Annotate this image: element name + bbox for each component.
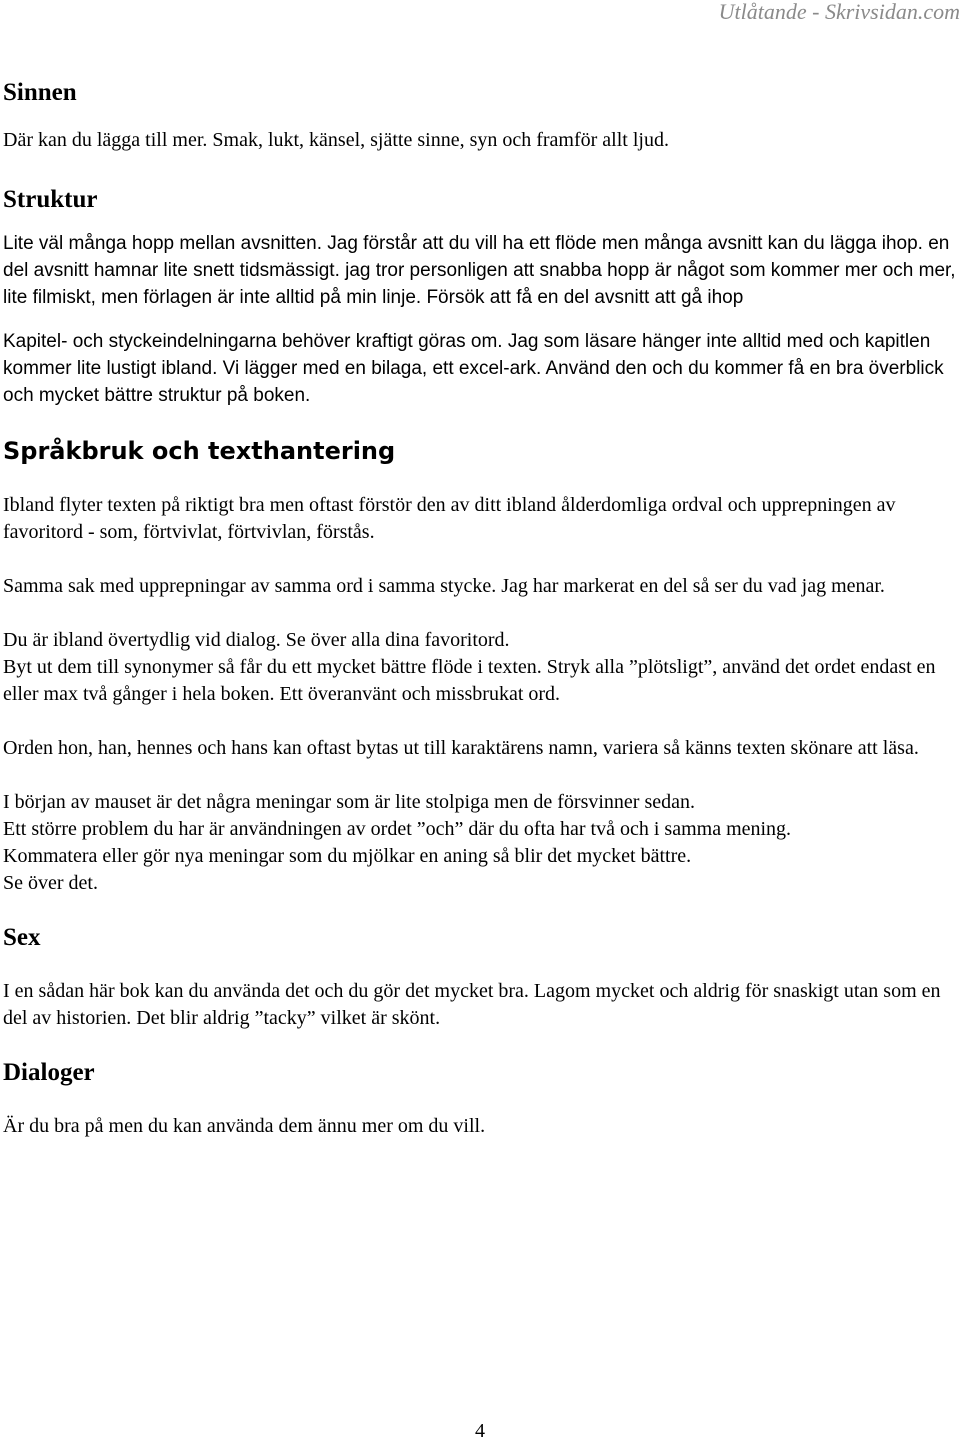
heading-sex: Sex: [3, 924, 41, 951]
section-dialoger: [3, 1058, 958, 1140]
paragraph: Byt ut dem till synonymer så får du ett mycket bättre flöde i texten. Stryk alla ”plötsligt”, använd det ordet endast en eller max två gånger i hela boken. Ett överanvänt och missbrukat ord.: [3, 656, 936, 705]
running-header: Utlåtande - Skrivsidan.com: [718, 0, 960, 24]
section-sprakbruk: [3, 436, 958, 897]
heading-sprakbruk: Språkbruk och texthantering: [3, 437, 396, 465]
heading-sinnen: Sinnen: [3, 79, 77, 106]
heading-dialoger: Dialoger: [3, 1059, 95, 1086]
paragraph: I början av mauset är det några meningar som är lite stolpiga men de försvinner sedan.: [3, 791, 695, 813]
paragraph: Orden hon, han, hennes och hans kan oftast bytas ut till karaktärens namn, variera så känns texten skönare att läsa.: [3, 737, 919, 759]
section-sex: [3, 923, 958, 1032]
paragraph: Ett större problem du har är användningen av ordet ”och” där du ofta har två och i samma mening.: [3, 818, 792, 840]
paragraph: Lite väl många hopp mellan avsnitten. Jag förstår att du vill ha ett flöde men många avsnitt kan du lägga ihop. en del avsnitt hamnar lite snett tidsmässigt. jag tror personligen att snabba hopp är något som kommer mer och mer, lite filmiskt, men förlagen är inte alltid på min linje. Försök att få en del avsnitt att gå ihop: [3, 233, 956, 308]
paragraph: Är du bra på men du kan använda dem ännu mer om du vill.: [3, 1115, 486, 1137]
paragraph: Kapitel- och styckeindelningarna behöver kraftigt göras om. Jag som läsare hänger inte alltid med och kapitlen kommer lite lustigt ibland. Vi lägger med en bilaga, ett excel-ark. Använd den och du kommer få en bra överblick och mycket bättre struktur på boken.: [3, 331, 944, 406]
paragraph: Ibland flyter texten på riktigt bra men oftast förstör den av ditt ibland ålderdomliga ordval och upprepningen av favoritord - som, förtvivlat, förtvivlan, förstås.: [3, 494, 896, 543]
paragraph: I en sådan här bok kan du använda det och du gör det mycket bra. Lagom mycket och aldrig för snaskigt utan som en del av historien. Det blir aldrig ”tacky” vilket är skönt.: [3, 980, 941, 1029]
heading-struktur: Struktur: [3, 186, 98, 213]
document-body: [3, 78, 958, 1140]
paragraph: Se över det.: [3, 872, 98, 894]
paragraph: Där kan du lägga till mer. Smak, lukt, känsel, sjätte sinne, syn och framför allt ljud.: [3, 129, 669, 151]
paragraph: Kommatera eller gör nya meningar som du mjölkar en aning så blir det mycket bättre.: [3, 845, 692, 867]
page-number: 4: [475, 1420, 485, 1442]
paragraph: Du är ibland övertydlig vid dialog. Se över alla dina favoritord.: [3, 629, 510, 651]
section-struktur: [3, 185, 958, 409]
paragraph: Samma sak med upprepningar av samma ord i samma stycke. Jag har markerat en del så ser du vad jag menar.: [3, 575, 885, 597]
section-sinnen: [3, 78, 958, 154]
